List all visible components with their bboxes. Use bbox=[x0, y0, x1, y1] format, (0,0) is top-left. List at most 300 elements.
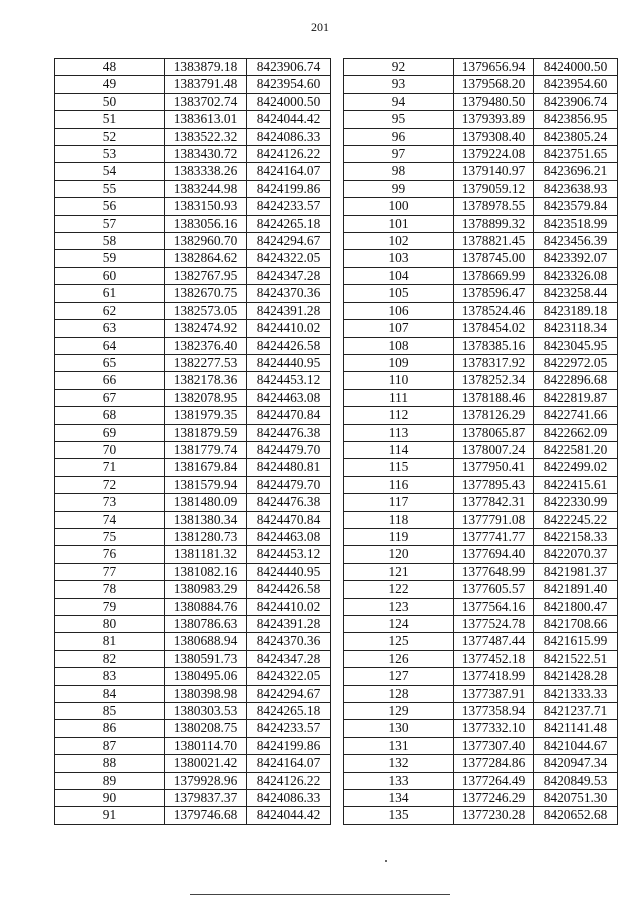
table-row bbox=[344, 807, 618, 824]
point-number-cell: 126 bbox=[344, 650, 454, 667]
y-coordinate-cell: 8423258.44 bbox=[534, 285, 618, 302]
x-coordinate-cell: 1380021.42 bbox=[165, 755, 247, 772]
table-row bbox=[344, 703, 618, 720]
x-coordinate-cell: 1379393.89 bbox=[454, 111, 534, 128]
point-number-cell: 109 bbox=[344, 354, 454, 371]
table-row bbox=[55, 598, 331, 615]
y-coordinate-cell: 8424044.42 bbox=[247, 111, 331, 128]
y-coordinate-cell: 8424086.33 bbox=[247, 128, 331, 145]
table-row bbox=[344, 616, 618, 633]
point-number-cell: 82 bbox=[55, 650, 165, 667]
y-coordinate-cell: 8421522.51 bbox=[534, 650, 618, 667]
x-coordinate-cell: 1378126.29 bbox=[454, 407, 534, 424]
point-number-cell: 117 bbox=[344, 494, 454, 511]
table-row bbox=[55, 407, 331, 424]
point-number-cell: 132 bbox=[344, 755, 454, 772]
table-row bbox=[55, 807, 331, 824]
table-row bbox=[55, 528, 331, 545]
point-number-cell: 52 bbox=[55, 128, 165, 145]
x-coordinate-cell: 1381181.32 bbox=[165, 546, 247, 563]
y-coordinate-cell: 8423392.07 bbox=[534, 250, 618, 267]
table-row bbox=[344, 441, 618, 458]
table-row bbox=[344, 250, 618, 267]
y-coordinate-cell: 8423805.24 bbox=[534, 128, 618, 145]
table-row bbox=[344, 598, 618, 615]
point-number-cell: 108 bbox=[344, 337, 454, 354]
x-coordinate-cell: 1381979.35 bbox=[165, 407, 247, 424]
point-number-cell: 64 bbox=[55, 337, 165, 354]
table-row bbox=[344, 720, 618, 737]
table-row bbox=[344, 737, 618, 754]
table-row bbox=[55, 476, 331, 493]
table-row bbox=[55, 720, 331, 737]
x-coordinate-cell: 1378821.45 bbox=[454, 233, 534, 250]
point-number-cell: 110 bbox=[344, 372, 454, 389]
x-coordinate-cell: 1377246.29 bbox=[454, 790, 534, 807]
point-number-cell: 73 bbox=[55, 494, 165, 511]
table-row bbox=[55, 581, 331, 598]
table-row bbox=[55, 755, 331, 772]
table-row bbox=[55, 302, 331, 319]
point-number-cell: 112 bbox=[344, 407, 454, 424]
y-coordinate-cell: 8423906.74 bbox=[247, 59, 331, 76]
y-coordinate-cell: 8424233.57 bbox=[247, 198, 331, 215]
y-coordinate-cell: 8423326.08 bbox=[534, 267, 618, 284]
table-row bbox=[55, 424, 331, 441]
y-coordinate-cell: 8424199.86 bbox=[247, 180, 331, 197]
coordinates-table-right-body bbox=[344, 59, 618, 825]
x-coordinate-cell: 1377648.99 bbox=[454, 563, 534, 580]
y-coordinate-cell: 8423518.99 bbox=[534, 215, 618, 232]
table-row bbox=[55, 250, 331, 267]
point-number-cell: 131 bbox=[344, 737, 454, 754]
point-number-cell: 54 bbox=[55, 163, 165, 180]
x-coordinate-cell: 1380303.53 bbox=[165, 703, 247, 720]
table-row bbox=[344, 93, 618, 110]
x-coordinate-cell: 1383613.01 bbox=[165, 111, 247, 128]
point-number-cell: 56 bbox=[55, 198, 165, 215]
x-coordinate-cell: 1377307.40 bbox=[454, 737, 534, 754]
y-coordinate-cell: 8423456.39 bbox=[534, 233, 618, 250]
table-row bbox=[344, 233, 618, 250]
point-number-cell: 105 bbox=[344, 285, 454, 302]
point-number-cell: 120 bbox=[344, 546, 454, 563]
point-number-cell: 58 bbox=[55, 233, 165, 250]
coordinates-table-left-body bbox=[55, 59, 331, 825]
point-number-cell: 92 bbox=[344, 59, 454, 76]
table-row bbox=[344, 633, 618, 650]
point-number-cell: 68 bbox=[55, 407, 165, 424]
table-row bbox=[344, 685, 618, 702]
y-coordinate-cell: 8424453.12 bbox=[247, 372, 331, 389]
y-coordinate-cell: 8424044.42 bbox=[247, 807, 331, 824]
x-coordinate-cell: 1381679.84 bbox=[165, 459, 247, 476]
point-number-cell: 111 bbox=[344, 389, 454, 406]
scan-dot bbox=[385, 860, 387, 862]
y-coordinate-cell: 8423579.84 bbox=[534, 198, 618, 215]
x-coordinate-cell: 1379140.97 bbox=[454, 163, 534, 180]
y-coordinate-cell: 8422662.09 bbox=[534, 424, 618, 441]
y-coordinate-cell: 8421044.67 bbox=[534, 737, 618, 754]
y-coordinate-cell: 8424322.05 bbox=[247, 668, 331, 685]
table-row bbox=[55, 668, 331, 685]
x-coordinate-cell: 1380688.94 bbox=[165, 633, 247, 650]
x-coordinate-cell: 1379837.37 bbox=[165, 790, 247, 807]
x-coordinate-cell: 1382078.95 bbox=[165, 389, 247, 406]
x-coordinate-cell: 1381280.73 bbox=[165, 528, 247, 545]
y-coordinate-cell: 8423856.95 bbox=[534, 111, 618, 128]
x-coordinate-cell: 1378065.87 bbox=[454, 424, 534, 441]
y-coordinate-cell: 8422158.33 bbox=[534, 528, 618, 545]
table-row bbox=[55, 146, 331, 163]
point-number-cell: 121 bbox=[344, 563, 454, 580]
x-coordinate-cell: 1382474.92 bbox=[165, 320, 247, 337]
point-number-cell: 59 bbox=[55, 250, 165, 267]
x-coordinate-cell: 1377950.41 bbox=[454, 459, 534, 476]
y-coordinate-cell: 8423906.74 bbox=[534, 93, 618, 110]
point-number-cell: 63 bbox=[55, 320, 165, 337]
y-coordinate-cell: 8424370.36 bbox=[247, 633, 331, 650]
point-number-cell: 79 bbox=[55, 598, 165, 615]
y-coordinate-cell: 8424265.18 bbox=[247, 703, 331, 720]
table-row bbox=[344, 528, 618, 545]
point-number-cell: 62 bbox=[55, 302, 165, 319]
y-coordinate-cell: 8424347.28 bbox=[247, 650, 331, 667]
table-row bbox=[344, 337, 618, 354]
y-coordinate-cell: 8422581.20 bbox=[534, 441, 618, 458]
table-row bbox=[344, 267, 618, 284]
point-number-cell: 124 bbox=[344, 616, 454, 633]
point-number-cell: 72 bbox=[55, 476, 165, 493]
point-number-cell: 74 bbox=[55, 511, 165, 528]
x-coordinate-cell: 1377895.43 bbox=[454, 476, 534, 493]
x-coordinate-cell: 1381579.94 bbox=[165, 476, 247, 493]
table-row bbox=[55, 633, 331, 650]
coordinates-table-right bbox=[343, 58, 618, 825]
y-coordinate-cell: 8424126.22 bbox=[247, 146, 331, 163]
x-coordinate-cell: 1381082.16 bbox=[165, 563, 247, 580]
point-number-cell: 93 bbox=[344, 76, 454, 93]
y-coordinate-cell: 8420652.68 bbox=[534, 807, 618, 824]
point-number-cell: 71 bbox=[55, 459, 165, 476]
point-number-cell: 49 bbox=[55, 76, 165, 93]
x-coordinate-cell: 1379480.50 bbox=[454, 93, 534, 110]
y-coordinate-cell: 8420849.53 bbox=[534, 772, 618, 789]
table-row bbox=[344, 302, 618, 319]
point-number-cell: 133 bbox=[344, 772, 454, 789]
x-coordinate-cell: 1377358.94 bbox=[454, 703, 534, 720]
x-coordinate-cell: 1382960.70 bbox=[165, 233, 247, 250]
point-number-cell: 91 bbox=[55, 807, 165, 824]
y-coordinate-cell: 8424463.08 bbox=[247, 389, 331, 406]
point-number-cell: 69 bbox=[55, 424, 165, 441]
x-coordinate-cell: 1377284.86 bbox=[454, 755, 534, 772]
table-row bbox=[344, 668, 618, 685]
point-number-cell: 104 bbox=[344, 267, 454, 284]
y-coordinate-cell: 8421615.99 bbox=[534, 633, 618, 650]
table-row bbox=[344, 163, 618, 180]
y-coordinate-cell: 8423696.21 bbox=[534, 163, 618, 180]
point-number-cell: 86 bbox=[55, 720, 165, 737]
point-number-cell: 67 bbox=[55, 389, 165, 406]
table-row bbox=[344, 146, 618, 163]
point-number-cell: 55 bbox=[55, 180, 165, 197]
y-coordinate-cell: 8421708.66 bbox=[534, 616, 618, 633]
point-number-cell: 53 bbox=[55, 146, 165, 163]
point-number-cell: 100 bbox=[344, 198, 454, 215]
point-number-cell: 50 bbox=[55, 93, 165, 110]
y-coordinate-cell: 8424164.07 bbox=[247, 755, 331, 772]
table-row bbox=[344, 650, 618, 667]
y-coordinate-cell: 8421237.71 bbox=[534, 703, 618, 720]
x-coordinate-cell: 1377264.49 bbox=[454, 772, 534, 789]
y-coordinate-cell: 8421333.33 bbox=[534, 685, 618, 702]
y-coordinate-cell: 8423638.93 bbox=[534, 180, 618, 197]
point-number-cell: 97 bbox=[344, 146, 454, 163]
y-coordinate-cell: 8424391.28 bbox=[247, 302, 331, 319]
y-coordinate-cell: 8424470.84 bbox=[247, 407, 331, 424]
y-coordinate-cell: 8421141.48 bbox=[534, 720, 618, 737]
table-row bbox=[55, 215, 331, 232]
point-number-cell: 51 bbox=[55, 111, 165, 128]
point-number-cell: 87 bbox=[55, 737, 165, 754]
x-coordinate-cell: 1377524.78 bbox=[454, 616, 534, 633]
x-coordinate-cell: 1378188.46 bbox=[454, 389, 534, 406]
point-number-cell: 48 bbox=[55, 59, 165, 76]
x-coordinate-cell: 1383056.16 bbox=[165, 215, 247, 232]
y-coordinate-cell: 8421981.37 bbox=[534, 563, 618, 580]
table-row bbox=[344, 285, 618, 302]
y-coordinate-cell: 8422415.61 bbox=[534, 476, 618, 493]
point-number-cell: 94 bbox=[344, 93, 454, 110]
x-coordinate-cell: 1378317.92 bbox=[454, 354, 534, 371]
y-coordinate-cell: 8420751.30 bbox=[534, 790, 618, 807]
point-number-cell: 81 bbox=[55, 633, 165, 650]
point-number-cell: 95 bbox=[344, 111, 454, 128]
y-coordinate-cell: 8423045.95 bbox=[534, 337, 618, 354]
point-number-cell: 66 bbox=[55, 372, 165, 389]
y-coordinate-cell: 8421800.47 bbox=[534, 598, 618, 615]
x-coordinate-cell: 1383791.48 bbox=[165, 76, 247, 93]
table-row bbox=[55, 320, 331, 337]
table-row bbox=[344, 372, 618, 389]
y-coordinate-cell: 8422819.87 bbox=[534, 389, 618, 406]
point-number-cell: 96 bbox=[344, 128, 454, 145]
x-coordinate-cell: 1377332.10 bbox=[454, 720, 534, 737]
y-coordinate-cell: 8424391.28 bbox=[247, 616, 331, 633]
y-coordinate-cell: 8422070.37 bbox=[534, 546, 618, 563]
x-coordinate-cell: 1378252.34 bbox=[454, 372, 534, 389]
x-coordinate-cell: 1377605.57 bbox=[454, 581, 534, 598]
x-coordinate-cell: 1382178.36 bbox=[165, 372, 247, 389]
y-coordinate-cell: 8424410.02 bbox=[247, 598, 331, 615]
x-coordinate-cell: 1377230.28 bbox=[454, 807, 534, 824]
y-coordinate-cell: 8424233.57 bbox=[247, 720, 331, 737]
x-coordinate-cell: 1378007.24 bbox=[454, 441, 534, 458]
y-coordinate-cell: 8424480.81 bbox=[247, 459, 331, 476]
x-coordinate-cell: 1379224.08 bbox=[454, 146, 534, 163]
y-coordinate-cell: 8424294.67 bbox=[247, 685, 331, 702]
x-coordinate-cell: 1381380.34 bbox=[165, 511, 247, 528]
x-coordinate-cell: 1382670.75 bbox=[165, 285, 247, 302]
point-number-cell: 60 bbox=[55, 267, 165, 284]
x-coordinate-cell: 1380786.63 bbox=[165, 616, 247, 633]
table-row bbox=[55, 616, 331, 633]
x-coordinate-cell: 1378978.55 bbox=[454, 198, 534, 215]
point-number-cell: 135 bbox=[344, 807, 454, 824]
y-coordinate-cell: 8421428.28 bbox=[534, 668, 618, 685]
point-number-cell: 127 bbox=[344, 668, 454, 685]
x-coordinate-cell: 1382573.05 bbox=[165, 302, 247, 319]
point-number-cell: 125 bbox=[344, 633, 454, 650]
x-coordinate-cell: 1381779.74 bbox=[165, 441, 247, 458]
x-coordinate-cell: 1378669.99 bbox=[454, 267, 534, 284]
x-coordinate-cell: 1380208.75 bbox=[165, 720, 247, 737]
x-coordinate-cell: 1379568.20 bbox=[454, 76, 534, 93]
y-coordinate-cell: 8422896.68 bbox=[534, 372, 618, 389]
point-number-cell: 115 bbox=[344, 459, 454, 476]
table-row bbox=[55, 198, 331, 215]
y-coordinate-cell: 8422499.02 bbox=[534, 459, 618, 476]
x-coordinate-cell: 1377487.44 bbox=[454, 633, 534, 650]
point-number-cell: 98 bbox=[344, 163, 454, 180]
y-coordinate-cell: 8423954.60 bbox=[247, 76, 331, 93]
y-coordinate-cell: 8424453.12 bbox=[247, 546, 331, 563]
x-coordinate-cell: 1377842.31 bbox=[454, 494, 534, 511]
x-coordinate-cell: 1377694.40 bbox=[454, 546, 534, 563]
table-row bbox=[344, 198, 618, 215]
table-row bbox=[344, 424, 618, 441]
x-coordinate-cell: 1380495.06 bbox=[165, 668, 247, 685]
point-number-cell: 134 bbox=[344, 790, 454, 807]
table-row bbox=[55, 685, 331, 702]
x-coordinate-cell: 1377418.99 bbox=[454, 668, 534, 685]
point-number-cell: 122 bbox=[344, 581, 454, 598]
x-coordinate-cell: 1378745.00 bbox=[454, 250, 534, 267]
point-number-cell: 85 bbox=[55, 703, 165, 720]
y-coordinate-cell: 8424294.67 bbox=[247, 233, 331, 250]
y-coordinate-cell: 8422330.99 bbox=[534, 494, 618, 511]
y-coordinate-cell: 8424126.22 bbox=[247, 772, 331, 789]
y-coordinate-cell: 8424479.70 bbox=[247, 441, 331, 458]
table-row bbox=[344, 76, 618, 93]
x-coordinate-cell: 1379746.68 bbox=[165, 807, 247, 824]
x-coordinate-cell: 1380983.29 bbox=[165, 581, 247, 598]
x-coordinate-cell: 1381480.09 bbox=[165, 494, 247, 511]
x-coordinate-cell: 1380398.98 bbox=[165, 685, 247, 702]
y-coordinate-cell: 8424164.07 bbox=[247, 163, 331, 180]
y-coordinate-cell: 8424000.50 bbox=[247, 93, 331, 110]
y-coordinate-cell: 8422972.05 bbox=[534, 354, 618, 371]
x-coordinate-cell: 1379308.40 bbox=[454, 128, 534, 145]
table-row bbox=[344, 581, 618, 598]
y-coordinate-cell: 8423751.65 bbox=[534, 146, 618, 163]
y-coordinate-cell: 8424476.38 bbox=[247, 424, 331, 441]
point-number-cell: 99 bbox=[344, 180, 454, 197]
point-number-cell: 90 bbox=[55, 790, 165, 807]
x-coordinate-cell: 1383702.74 bbox=[165, 93, 247, 110]
x-coordinate-cell: 1377452.18 bbox=[454, 650, 534, 667]
table-row bbox=[55, 111, 331, 128]
y-coordinate-cell: 8421891.40 bbox=[534, 581, 618, 598]
table-row bbox=[344, 772, 618, 789]
x-coordinate-cell: 1377387.91 bbox=[454, 685, 534, 702]
y-coordinate-cell: 8424086.33 bbox=[247, 790, 331, 807]
y-coordinate-cell: 8422741.66 bbox=[534, 407, 618, 424]
x-coordinate-cell: 1378596.47 bbox=[454, 285, 534, 302]
y-coordinate-cell: 8424479.70 bbox=[247, 476, 331, 493]
table-row bbox=[55, 441, 331, 458]
y-coordinate-cell: 8424347.28 bbox=[247, 267, 331, 284]
y-coordinate-cell: 8423189.18 bbox=[534, 302, 618, 319]
y-coordinate-cell: 8423954.60 bbox=[534, 76, 618, 93]
point-number-cell: 77 bbox=[55, 563, 165, 580]
table-row bbox=[55, 511, 331, 528]
page-number: 201 bbox=[311, 20, 329, 34]
table-row bbox=[55, 372, 331, 389]
point-number-cell: 129 bbox=[344, 703, 454, 720]
table-row bbox=[55, 790, 331, 807]
y-coordinate-cell: 8424440.95 bbox=[247, 354, 331, 371]
x-coordinate-cell: 1379656.94 bbox=[454, 59, 534, 76]
point-number-cell: 107 bbox=[344, 320, 454, 337]
x-coordinate-cell: 1381879.59 bbox=[165, 424, 247, 441]
point-number-cell: 106 bbox=[344, 302, 454, 319]
table-row bbox=[344, 755, 618, 772]
point-number-cell: 75 bbox=[55, 528, 165, 545]
table-row bbox=[55, 128, 331, 145]
point-number-cell: 61 bbox=[55, 285, 165, 302]
table-row bbox=[55, 546, 331, 563]
point-number-cell: 80 bbox=[55, 616, 165, 633]
table-row bbox=[344, 354, 618, 371]
x-coordinate-cell: 1382864.62 bbox=[165, 250, 247, 267]
point-number-cell: 89 bbox=[55, 772, 165, 789]
table-row bbox=[344, 320, 618, 337]
point-number-cell: 114 bbox=[344, 441, 454, 458]
point-number-cell: 101 bbox=[344, 215, 454, 232]
x-coordinate-cell: 1383879.18 bbox=[165, 59, 247, 76]
y-coordinate-cell: 8424463.08 bbox=[247, 528, 331, 545]
x-coordinate-cell: 1377741.77 bbox=[454, 528, 534, 545]
point-number-cell: 103 bbox=[344, 250, 454, 267]
table-row bbox=[55, 76, 331, 93]
point-number-cell: 128 bbox=[344, 685, 454, 702]
table-row bbox=[344, 59, 618, 76]
table-row bbox=[344, 128, 618, 145]
table-row bbox=[344, 476, 618, 493]
y-coordinate-cell: 8424426.58 bbox=[247, 581, 331, 598]
y-coordinate-cell: 8424199.86 bbox=[247, 737, 331, 754]
x-coordinate-cell: 1379059.12 bbox=[454, 180, 534, 197]
table-row bbox=[55, 233, 331, 250]
x-coordinate-cell: 1379928.96 bbox=[165, 772, 247, 789]
table-row bbox=[55, 59, 331, 76]
x-coordinate-cell: 1377791.08 bbox=[454, 511, 534, 528]
table-row bbox=[55, 650, 331, 667]
table-row bbox=[344, 511, 618, 528]
x-coordinate-cell: 1383338.26 bbox=[165, 163, 247, 180]
table-row bbox=[344, 546, 618, 563]
x-coordinate-cell: 1380884.76 bbox=[165, 598, 247, 615]
table-row bbox=[55, 563, 331, 580]
point-number-cell: 123 bbox=[344, 598, 454, 615]
point-number-cell: 118 bbox=[344, 511, 454, 528]
y-coordinate-cell: 8423118.34 bbox=[534, 320, 618, 337]
table-row bbox=[344, 459, 618, 476]
table-row bbox=[344, 790, 618, 807]
y-coordinate-cell: 8420947.34 bbox=[534, 755, 618, 772]
